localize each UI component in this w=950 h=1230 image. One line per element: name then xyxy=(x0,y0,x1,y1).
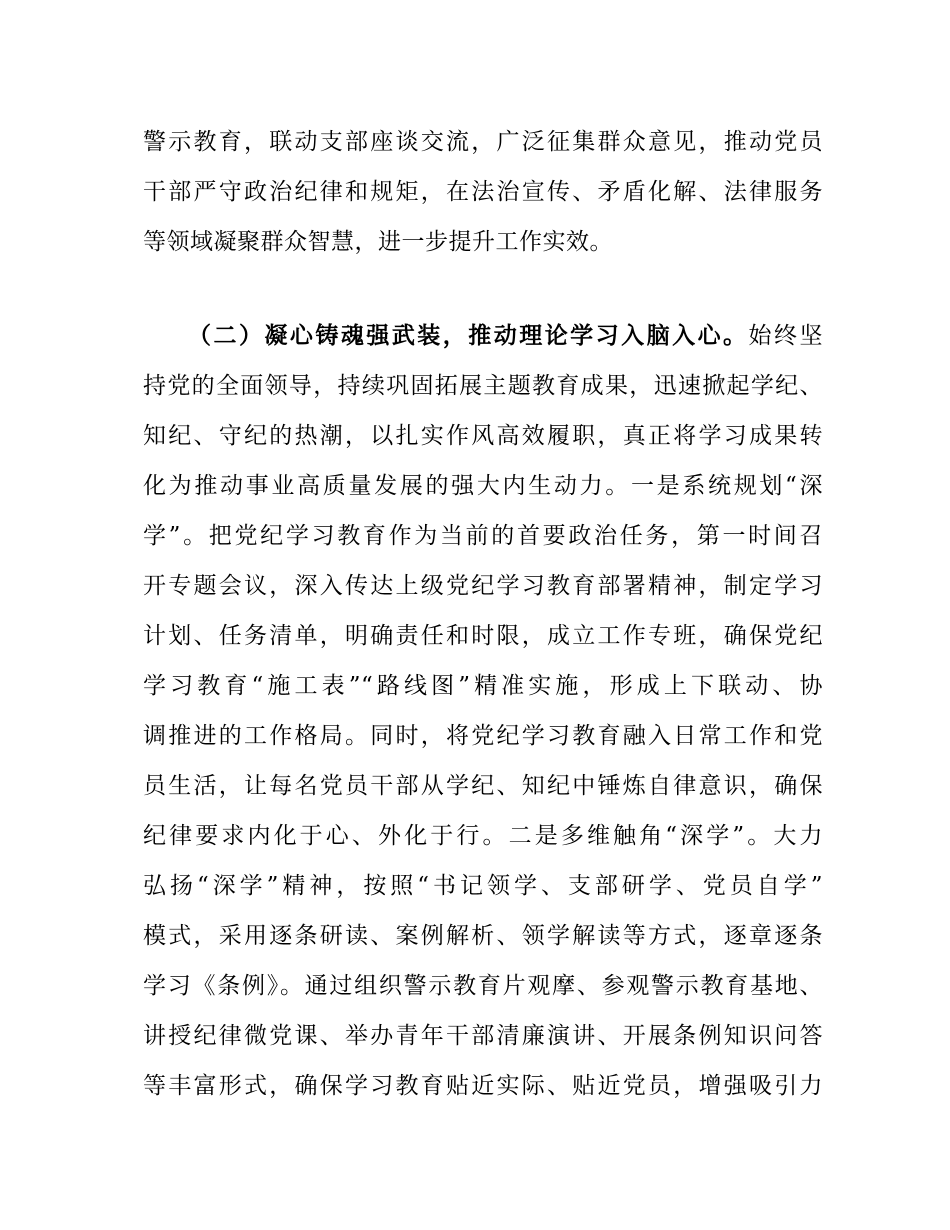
text-line: 开专题会议，深入传达上级党纪学习教育部署精神，制定学习 xyxy=(143,573,823,599)
text-line: 员生活，让每名党员干部从学纪、知纪中锤炼自律意识，确保 xyxy=(143,773,823,799)
text-line: 学习《条例》。通过组织警示教育片观摩、参观警示教育基地、 xyxy=(143,973,823,999)
section-heading: （二）凝心铸魂强武装，推动理论学习入脑入心。 xyxy=(188,323,749,349)
text-line: 弘扬“深学”精神，按照“书记领学、支部研学、党员自学” xyxy=(143,873,823,899)
text-line: 模式，采用逐条研读、案例解析、领学解读等方式，逐章逐条 xyxy=(143,923,823,949)
text-line-heading xyxy=(143,311,823,361)
heading-continuation: 始终坚 xyxy=(748,323,823,349)
text-line: 纪律要求内化于心、外化于行。二是多维触角“深学”。大力 xyxy=(143,823,823,849)
text-line: 调推进的工作格局。同时，将党纪学习教育融入日常工作和党 xyxy=(143,723,823,749)
text-line: 学”。把党纪学习教育作为当前的首要政治任务，第一时间召 xyxy=(143,523,823,549)
paragraph-theory-study xyxy=(143,311,823,1111)
text-line: 警示教育，联动支部座谈交流，广泛征集群众意见，推动党员 xyxy=(143,129,823,155)
text-line: 干部严守政治纪律和规矩，在法治宣传、矛盾化解、法律服务 xyxy=(143,179,823,205)
text-line: 学习教育“施工表”“路线图”精准实施，形成上下联动、协 xyxy=(143,673,823,699)
text-line: 知纪、守纪的热潮，以扎实作风高效履职，真正将学习成果转 xyxy=(143,423,823,449)
text-line: 计划、任务清单，明确责任和时限，成立工作专班，确保党纪 xyxy=(143,623,823,649)
paragraph-warning-education xyxy=(143,117,823,267)
text-line: 讲授纪律微党课、举办青年干部清廉演讲、开展条例知识问答 xyxy=(143,1023,823,1049)
text-line: 化为推动事业高质量发展的强大内生动力。一是系统规划“深 xyxy=(143,473,823,499)
text-line: 等丰富形式，确保学习教育贴近实际、贴近党员，增强吸引力 xyxy=(143,1073,823,1099)
text-line: 等领域凝聚群众智慧，进一步提升工作实效。 xyxy=(143,229,613,255)
text-line: 持党的全面领导，持续巩固拓展主题教育成果，迅速掀起学纪、 xyxy=(143,373,823,399)
